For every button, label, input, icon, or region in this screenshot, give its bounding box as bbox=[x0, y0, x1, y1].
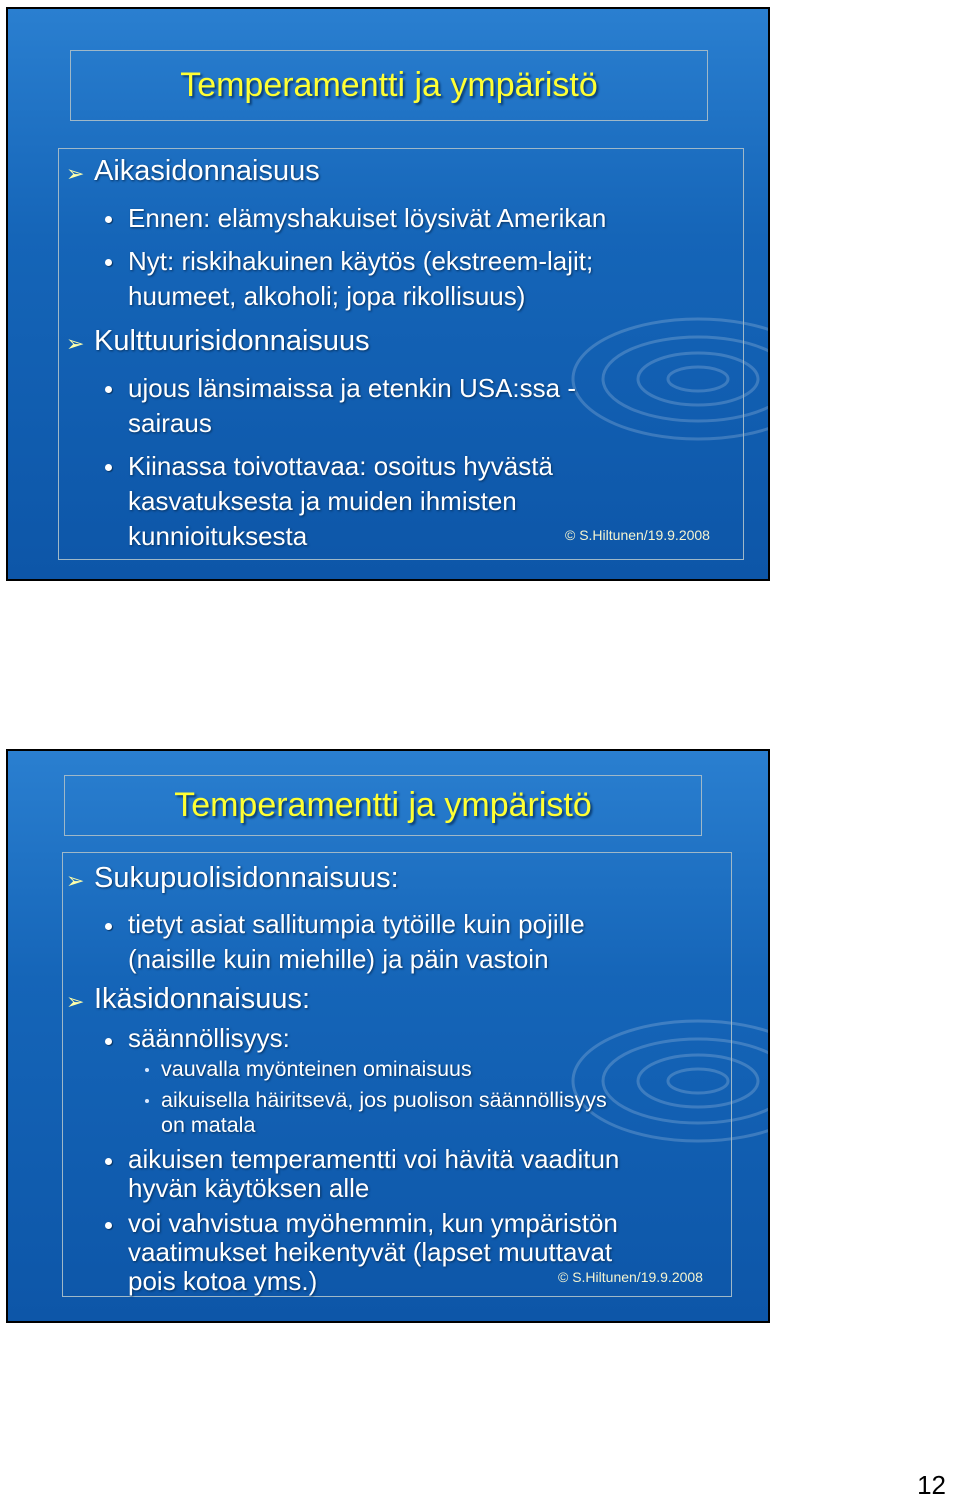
bullet-text: ujous länsimaissa ja etenkin USA:ssa - bbox=[128, 373, 576, 403]
sub-bullet-icon bbox=[145, 1099, 149, 1103]
bullet-text: säännöllisyys: bbox=[128, 1023, 290, 1053]
bullet-text-continued: kunnioituksesta bbox=[128, 521, 308, 551]
sub-bullet-text-continued: on matala bbox=[161, 1113, 256, 1137]
bullet-text-continued: sairaus bbox=[128, 408, 212, 438]
dot-bullet-icon bbox=[105, 923, 112, 930]
bullet-heading: Aikasidonnaisuus bbox=[94, 155, 320, 187]
dot-bullet-icon bbox=[105, 464, 112, 471]
bullet-text-continued: (naisille kuin miehille) ja päin vastoin bbox=[128, 944, 549, 974]
dot-bullet-icon bbox=[105, 1158, 112, 1165]
bullet-text: Kiinassa toivottavaa: osoitus hyvästä bbox=[128, 451, 553, 481]
bullet-heading: Ikäsidonnaisuus: bbox=[94, 983, 311, 1015]
bullet-text: Ennen: elämyshakuiset löysivät Amerikan bbox=[128, 203, 607, 233]
title-box bbox=[70, 50, 708, 121]
copyright-credit: © S.Hiltunen/19.9.2008 bbox=[558, 1269, 703, 1285]
sub-bullet-icon bbox=[145, 1068, 149, 1072]
page-number: 12 bbox=[917, 1470, 946, 1500]
slide-1 bbox=[6, 7, 770, 581]
bullet-heading: Sukupuolisidonnaisuus: bbox=[94, 862, 399, 894]
bullet-text: aikuisen temperamentti voi hävitä vaaditun bbox=[128, 1144, 620, 1174]
bullet-text: voi vahvistua myöhemmin, kun ympäristön bbox=[128, 1208, 618, 1238]
dot-bullet-icon bbox=[105, 386, 112, 393]
arrow-bullet-icon: ➢ bbox=[66, 868, 85, 893]
dot-bullet-icon bbox=[105, 1222, 112, 1229]
copyright-credit: © S.Hiltunen/19.9.2008 bbox=[565, 527, 710, 543]
arrow-bullet-icon: ➢ bbox=[66, 331, 85, 356]
dot-bullet-icon bbox=[105, 216, 112, 223]
title-box bbox=[64, 775, 702, 836]
bullet-text: Nyt: riskihakuinen käytös (ekstreem-lajit; bbox=[128, 246, 594, 276]
bullet-heading: Kulttuurisidonnaisuus bbox=[94, 325, 370, 357]
arrow-bullet-icon: ➢ bbox=[66, 161, 85, 186]
bullet-text-continued: hyvän käytöksen alle bbox=[128, 1173, 370, 1203]
bullet-text-continued: pois kotoa yms.) bbox=[128, 1266, 318, 1296]
bullet-text-continued: vaatimukset heikentyvät (lapset muuttavat bbox=[128, 1237, 613, 1267]
sub-bullet-text: vauvalla myönteinen ominaisuus bbox=[161, 1057, 472, 1081]
slide-title: Temperamentti ja ympäristö bbox=[180, 66, 598, 104]
slide-title: Temperamentti ja ympäristö bbox=[174, 786, 592, 824]
sub-bullet-text: aikuisella häiritsevä, jos puolison säännöllisyys bbox=[161, 1088, 607, 1112]
bullet-text: tietyt asiat sallitumpia tytöille kuin pojille bbox=[128, 909, 585, 939]
bullet-text-continued: kasvatuksesta ja muiden ihmisten bbox=[128, 486, 517, 516]
dot-bullet-icon bbox=[105, 259, 112, 266]
arrow-bullet-icon: ➢ bbox=[66, 989, 85, 1014]
slide-2 bbox=[6, 749, 770, 1323]
dot-bullet-icon bbox=[105, 1038, 112, 1045]
bullet-text-continued: huumeet, alkoholi; jopa rikollisuus) bbox=[128, 281, 526, 311]
